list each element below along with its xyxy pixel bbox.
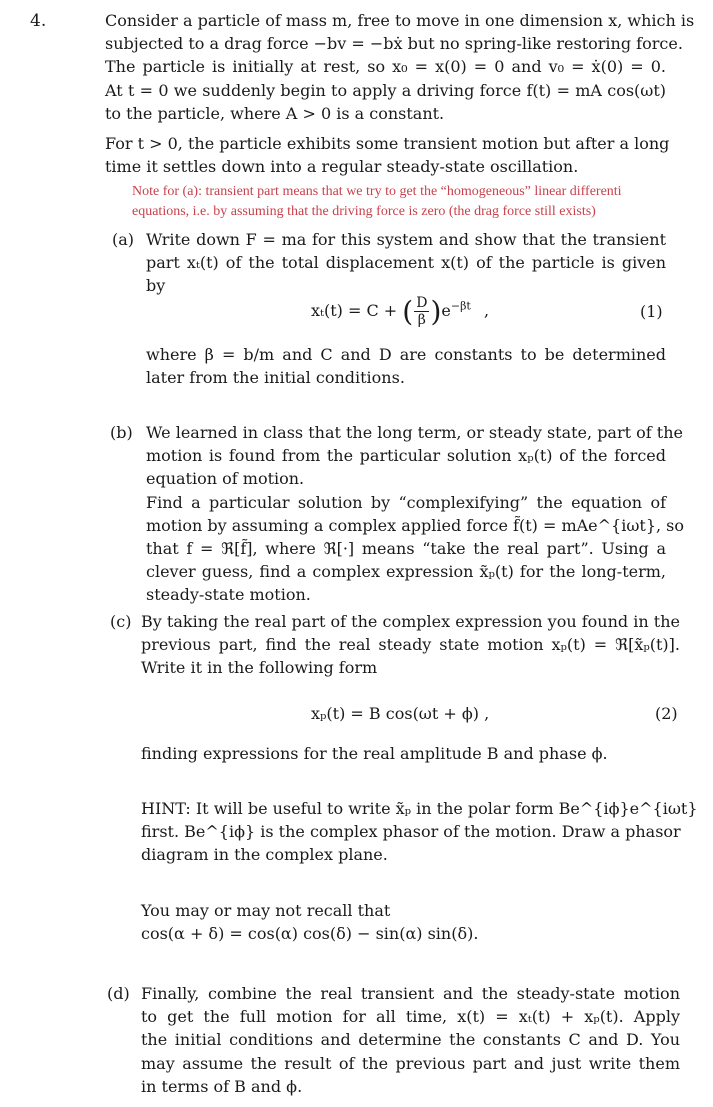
equation-1-tail: , xyxy=(483,301,490,320)
intro-line: The particle is initially at rest, so x₀ = x(0) = 0 and v₀ = ẋ(0) = 0. xyxy=(105,57,666,77)
part-b-line: Find a particular solution by “complexifying” the equation of xyxy=(146,492,666,512)
hint-line: HINT: It will be useful to write x̃ₚ in the polar form Be^{iϕ}e^{iωt} xyxy=(141,799,698,818)
recall-line: You may or may not recall that xyxy=(141,901,391,920)
part-d-line: to get the full motion for all time, x(t) = xₜ(t) + xₚ(t). Apply xyxy=(141,1007,680,1027)
part-a-line: Write down F = ma for this system and show that the transient xyxy=(146,230,666,249)
part-a-after xyxy=(146,343,666,389)
part-b-line: motion by assuming a complex applied force f̃(t) = mAe^{iωt}, so xyxy=(146,515,685,535)
transient-line: For t > 0, the particle exhibits some transient motion but after a long xyxy=(105,134,670,153)
part-a-text xyxy=(146,228,666,298)
exp-base: e xyxy=(441,301,451,320)
part-c-text xyxy=(141,610,680,680)
part-c-after xyxy=(141,742,680,765)
intro-line: subjected to a drag force −bv = −bẋ but no spring-like restoring force. xyxy=(105,34,683,54)
recall-line: cos(α + δ) = cos(α) cos(δ) − sin(α) sin(δ). xyxy=(141,924,479,944)
part-c-line: By taking the real part of the complex expression you found in the xyxy=(141,612,680,631)
part-b-line: clever guess, find a complex expression x̃ₚ(t) for the long-term, xyxy=(146,562,666,582)
part-d-text xyxy=(141,982,680,1098)
part-c-after-line: finding expressions for the real amplitude B and phase ϕ. xyxy=(141,744,608,763)
instructor-note xyxy=(132,182,713,222)
equation-1-number: (1) xyxy=(640,302,663,321)
part-d-line: in terms of B and ϕ. xyxy=(141,1076,303,1096)
part-a-label: (a) xyxy=(112,230,135,249)
hint-paragraph xyxy=(141,797,698,867)
part-d-line: may assume the result of the previous part and just write them xyxy=(141,1053,680,1073)
part-d-line: Finally, combine the real transient and the steady-state motion xyxy=(141,984,680,1003)
transient-line: time it settles down into a regular steady-state oscillation. xyxy=(105,157,579,177)
part-b-line: that f = ℜ[f̃], where ℜ[·] means “take the real part”. Using a xyxy=(146,539,666,559)
intro-line: Consider a particle of mass m, free to move in one dimension x, which is xyxy=(105,11,695,30)
part-b-text xyxy=(146,421,685,607)
recall-paragraph xyxy=(141,899,680,945)
equation-2: xₚ(t) = B cos(ωt + ϕ) , xyxy=(311,704,490,723)
note-line: Note for (a): transient part means that we try to get the “homogeneous” linear differenti xyxy=(132,184,622,199)
part-a-line: part xₜ(t) of the total displacement x(t) of the particle is given xyxy=(146,253,666,273)
part-a-after-line: where β = b/m and C and D are constants to be determined xyxy=(146,345,666,364)
equation-1: xₜ(t) = C + ( $\frac{D}{\beta}$ )$e^{-\beta t}$ , xyxy=(311,295,490,328)
part-c-line: previous part, find the real steady state motion xₚ(t) = ℜ[x̃ₚ(t)]. xyxy=(141,635,680,655)
part-d-line: the initial conditions and determine the constants C and D. You xyxy=(141,1030,680,1050)
problem-number: 4. xyxy=(30,11,47,31)
fraction-denominator: β xyxy=(417,312,426,328)
part-a-after-line: later from the initial conditions. xyxy=(146,368,405,388)
part-b-line: We learned in class that the long term, or steady state, part of the xyxy=(146,423,683,442)
exp-power: −βt xyxy=(450,299,471,313)
hint-line: diagram in the complex plane. xyxy=(141,845,388,865)
transient-paragraph xyxy=(105,132,670,178)
intro-line: to the particle, where A > 0 is a constant. xyxy=(105,103,445,123)
part-c-line: Write it in the following form xyxy=(141,658,378,678)
intro-paragraph xyxy=(105,9,695,125)
part-b-label: (b) xyxy=(110,423,133,442)
part-b-line: steady-state motion. xyxy=(146,585,311,605)
equation-1-fraction xyxy=(414,295,429,328)
part-a-line: by xyxy=(146,276,166,296)
part-c-label: (c) xyxy=(110,612,132,631)
fraction-numerator: D xyxy=(416,295,428,311)
equation-2-number: (2) xyxy=(655,704,678,723)
equation-1-lhs: xₜ(t) = C + xyxy=(311,301,403,320)
note-line: equations, i.e. by assuming that the driving force is zero (the drag force still exists) xyxy=(132,204,596,219)
part-b-line: motion is found from the particular solution xₚ(t) of the forced xyxy=(146,446,666,466)
hint-line: first. Be^{iϕ} is the complex phasor of the motion. Draw a phasor xyxy=(141,822,681,842)
part-d-label: (d) xyxy=(107,984,130,1003)
intro-line: At t = 0 we suddenly begin to apply a driving force f(t) = mA cos(ωt) xyxy=(105,80,666,100)
part-b-line: equation of motion. xyxy=(146,469,305,489)
